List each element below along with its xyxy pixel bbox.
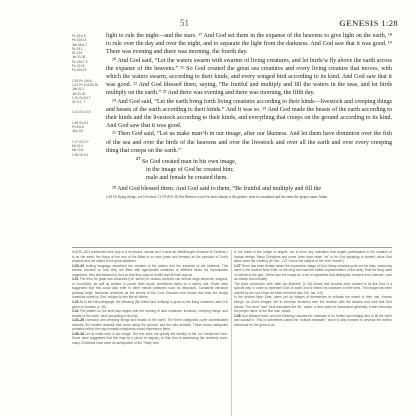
scripture-text — [106, 32, 392, 199]
study-note: 1:20–23 Inviting language described the creation of the waters and the expanse of the heavens. This section focuses on how they are filled with appropriate creatures of different kinds. As reproductive organisms, they are blessed by God so that they may be fruitful and fill their regions. — [72, 263, 229, 277]
note-reference: 1:28 — [234, 313, 241, 318]
xref-item: Ps 33:6-9 — [72, 34, 86, 38]
note-reference: 1:26–28 — [72, 331, 84, 336]
page-header — [84, 18, 398, 32]
xref-item: Jer 51:34 — [72, 91, 86, 96]
study-note: 1:24 The pattern on the sixth day begins with the forming of land creatures: livestock, creeping things, and beasts of the earth, each according to its kind. — [72, 309, 228, 318]
xref-item: Ps 8:6-8 — [72, 125, 84, 130]
xref-item: Mk 10:6 — [72, 148, 84, 153]
study-note: 1:21 The term for great sea creatures (Hb. tannin) in various contexts can denote large serpents, dragons, or crocodiles, as well as whales; in poetic texts tannin sometimes takes on a mythic role. Some have suggested that this could also refer to other extinct creatures such as dinosaurs. Canaanite literature portrays large, fearsome creatures as the enemy of the Lord; Genesis here shows that they are simply creatures made by God, subject to him like all others. — [72, 277, 228, 300]
study-note: 1:26–28 Let us make man in our image. The text does not specify the identity of the “us” mentioned here. Some have suggested that this may be a plural of majesty, or that God is addressing the heavenly court; many Christians have seen an anticipation of the Trinity here. — [72, 331, 228, 345]
xref-item: 1:28 Gn 9:1 — [72, 152, 89, 157]
study-note: 1:27 There has been debate about the expression image of God. Many scholars point out the idea, commonly used in the ancient Near East, of the king who was the visible representation of the deity; thus the king ruled on behalf of the god. Others see the image as a set of capacities that distinguish humans from animals, such as reason and morality. — [234, 263, 392, 282]
note-reference: 1:22 — [72, 300, 79, 305]
xref-item: 1:24 Gn 2:19 — [72, 110, 91, 115]
xref-item: Jms 3:9 — [72, 129, 84, 134]
xref-item: Ps 19:1 — [72, 46, 83, 51]
note-reference: 1:21 — [72, 277, 79, 282]
xref-item: Job 41:1 — [72, 87, 85, 92]
xref-item: Gn 9:1, 7 — [72, 100, 86, 105]
scripture-paragraph: ²⁸ And God blessed them. And God said to them, “Be fruitful and multiply and fill the — [112, 185, 322, 192]
study-note: 1:22 As in the first paragraph, the blessing (Be fruitful and multiply) is given to the living creatures; later it is given to humans (v. 28). — [72, 300, 228, 309]
column-divider — [231, 250, 232, 416]
poem-line: $^{27}$ So God created man in his own image, — [136, 156, 237, 166]
running-head — [339, 18, 398, 28]
divider-rule — [72, 247, 392, 248]
poem-line: male and female he created them. — [146, 175, 228, 182]
scripture-paragraph: light to rule the night—and the stars. ¹⁷ And God set them in the expanse of the heavens to give light on the earth, ¹⁸ to rule over the day and over the night, and to separate the light from the darkness. And God saw that it was good. ¹⁹ There was evening and there was morning, the fourth day. — [106, 33, 392, 56]
page-number: 51 — [180, 18, 189, 28]
xref-item: Ps 136:7-9 — [72, 59, 88, 64]
note-reference: 1:24–25 — [72, 318, 84, 323]
xref-item: Dt 4:19 — [72, 51, 83, 56]
study-note: The close connection with “after our likeness” (v. 26) shows that humans were created to be like God in a special way, in order to represent God on earth and to reflect his character in their lives. The image has been marred by sin, but it has not been removed (see 9:6; Jas. 3:9). — [234, 281, 392, 295]
xref-item: 1:26 Gn 5:1 — [72, 120, 89, 125]
xref-item: Job 38:4-7 — [72, 42, 88, 47]
scripture-paragraph: ²⁰ And God said, “Let the waters swarm with swarms of living creatures, and let birds^a fly above the earth across the expanse of the heavens.” ²¹ So God created the great sea creatures and every living creature that moves, with which the waters swarm, according to their kinds, and every winged bird according to its kind. And God saw that it was good. ²² And God blessed them, saying, “Be fruitful and multiply and fill the waters in the seas, and let birds multiply on the earth.” ²³ And there was evening and there was morning, the fifth day. — [106, 57, 392, 97]
book-name: GENESIS — [339, 18, 379, 28]
study-note: 1:28 God blessed them, and the blessing includes the mandate to be fruitful and multiply and to fill the earth and subdue it. This is sometimes called the “cultural mandate,” since it calls humans to develop the earth’s resources for the good of all. — [234, 313, 392, 327]
verse-number: 27 — [136, 156, 141, 162]
cross-reference-column — [72, 34, 104, 157]
xref-item: 1:20 Ps 146:6 — [72, 78, 92, 83]
xref-item: 1:27 Gn 2:7 — [72, 139, 89, 144]
poem-line: in the image of God he created him; — [146, 167, 234, 174]
xref-item: Ps 104:19 — [72, 68, 87, 73]
xref-item: 1:21 Ps 104:25-26 — [72, 82, 99, 87]
study-note: 1:24–25 Livestock and creeping things and beasts of the earth. The three categories cover domesticated animals, the smaller animals that move along the ground, and the wild animals. These broad categories probably reflect the way nomadic shepherds would experience them. — [72, 318, 229, 332]
note-reference: 1:24 — [72, 309, 79, 314]
chapter-verse: 1:28 — [381, 18, 398, 28]
scripture-paragraph: ²⁴ And God said, “Let the earth bring forth living creatures according to their kinds—livestock and creeping things and beasts of the earth according to their kinds.” And it was so. ²⁵ And God made the beasts of the earth according to their kinds and the livestock according to their kinds, and everything that creeps on the ground according to its kind. And God saw that it was good. — [106, 98, 392, 130]
note-reference: 1:27 — [234, 263, 241, 268]
xref-item: Ps 74:16 — [72, 64, 85, 69]
study-notes-left — [72, 250, 228, 345]
xref-item: Jer 31:35 — [72, 55, 86, 60]
study-note: to 8:20–28:3 mentioned here only in a ref phrase, almost as if it were an afterthought, because of Genesis 1 is on the earth; the focus of the rest of the Bible is on man (male and female) as the pinnacle of God’s creation and the object of his great salvation. — [72, 250, 228, 264]
scripture-paragraph: ²⁶ Then God said, “Let us make man^b in our image, after our likeness. And let them have dominion over the fish of the sea and over the birds of the heavens and over the livestock and over all the earth and over every creeping thing that creeps on the earth.” — [106, 131, 392, 154]
textual-footnote: a 20 Or flying things; see Leviticus 11:19-20 b 26 The Hebrew word for man (adam) is the generic term for mankind and becomes the proper name Adam — [106, 194, 328, 199]
study-notes-right — [234, 250, 392, 327]
study-note: In the ancient Near East, rulers set up images of themselves to indicate the extent of their rule. Human beings, as God’s images, are to exercise dominion over the creation with the wisdom and care that God shows. The word “man” here translates the Hb. ’adam, a term used for humankind generally; it later becomes the proper name of the first man, Adam. — [234, 295, 392, 314]
study-note: is not made in the image of angels, nor is there any indication that angels participated in the creation of human beings. Many Christians and some Jews have taken “us” to be God speaking to himself, since God alone does the creating (in Gen. 1:27 God is the subject of the verb “create”). — [234, 250, 392, 264]
poetry-block — [136, 158, 392, 183]
xref-item: 1:22 Gn 8:17 — [72, 95, 91, 100]
xref-item: Ps 104:14 — [72, 38, 87, 43]
note-reference: 1:20–23 — [72, 263, 84, 268]
xref-item: Mt 19:4 — [72, 143, 83, 148]
